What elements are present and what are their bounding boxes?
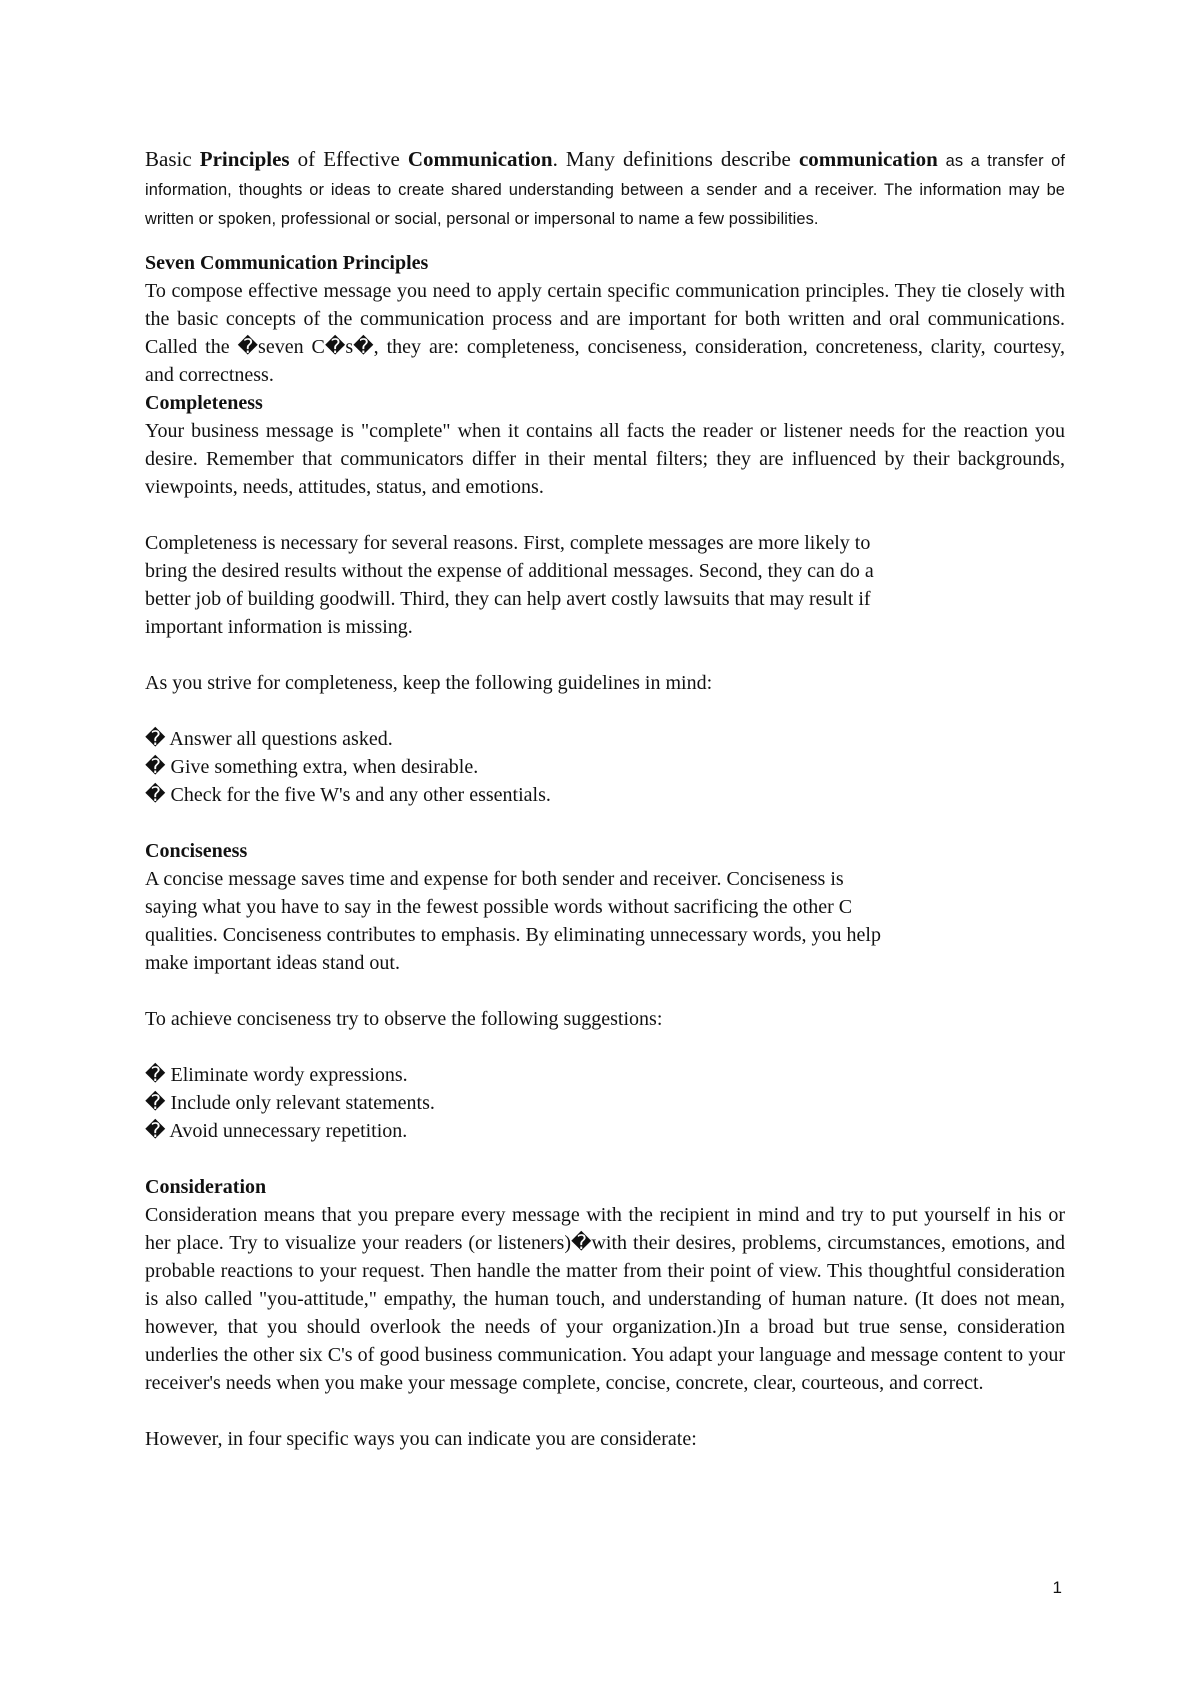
- intro-text-rest: as a transfer of information, thoughts or ideas to create shared understanding between a sender and a receiver. The information may be written or spoken, professional or social, personal or impersonal to name a few possibilities.: [145, 152, 1066, 228]
- list-item: � Check for the five W's and any other essentials.: [145, 784, 551, 806]
- completeness-paragraph-1: Your business message is "complete" when it contains all facts the reader or listener needs for the reaction you desire. Remember that communicators differ in their mental filters; they are influenced by their backgrounds, viewpoints, needs, attitudes, status, and emotions.: [145, 420, 1065, 498]
- intro-text-1: Basic: [145, 147, 200, 171]
- intro-bold-communication-2: communication: [798, 147, 938, 171]
- completeness-p2-line: better job of building goodwill. Third, they can help avert costly lawsuits that may result if: [145, 588, 871, 610]
- conciseness-p1-line: saying what you have to say in the fewest possible words without sacrificing the other C: [145, 896, 853, 918]
- heading-seven-principles: Seven Communication Principles: [145, 252, 429, 274]
- intro-text-2: of Effective: [289, 147, 408, 171]
- heading-completeness: Completeness: [145, 392, 263, 414]
- completeness-p2-line: important information is missing.: [145, 616, 413, 638]
- heading-consideration: Consideration: [145, 1176, 267, 1198]
- intro-bold-principles: Principles: [199, 147, 290, 171]
- conciseness-p1-line: make important ideas stand out.: [145, 952, 400, 974]
- consideration-paragraph-1: Consideration means that you prepare every message with the recipient in mind and try to put yourself in his or her place. Try to visualize your readers (or listeners)�with their desires, problems, circumstances, emotions, and probable reactions to your request. Then handle the matter from their point of view. This thoughtful consideration is also called "you-attitude," empathy, the human touch, and understanding of human nature. (It does not mean, however, that you should overlook the needs of your organization.)In a broad but true sense, consideration underlies the other six C's of good business communication. You adapt your language and message content to your receiver's needs when you make your message complete, concise, concrete, clear, courteous, and correct.: [145, 1204, 1065, 1394]
- completeness-guidelines-intro: As you strive for completeness, keep the following guidelines in mind:: [145, 672, 713, 694]
- conciseness-p1-line: A concise message saves time and expense for both sender and receiver. Conciseness is: [145, 868, 844, 890]
- completeness-paragraph-2: [145, 529, 1065, 641]
- seven-principles-paragraph: To compose effective message you need to apply certain specific communication principles. They tie closely with the basic concepts of the communication process and are important for both written and oral communications. Called the �seven C�s�, they are: completeness, conciseness, consideration, concreteness, clarity, courtesy, and correctness.: [145, 280, 1065, 386]
- conciseness-p1-line: qualities. Conciseness contributes to emphasis. By eliminating unnecessary words, you help: [145, 924, 881, 946]
- page-number: 1: [1052, 1578, 1062, 1597]
- completeness-p2-line: Completeness is necessary for several reasons. First, complete messages are more likely to: [145, 532, 871, 554]
- list-item: � Eliminate wordy expressions.: [145, 1064, 408, 1086]
- list-item: � Include only relevant statements.: [145, 1092, 435, 1114]
- list-item: � Answer all questions asked.: [145, 728, 393, 750]
- consideration-paragraph-2: However, in four specific ways you can indicate you are considerate:: [145, 1428, 697, 1450]
- list-item: � Avoid unnecessary repetition.: [145, 1120, 408, 1142]
- completeness-p2-line: bring the desired results without the expense of additional messages. Second, they can do a: [145, 560, 874, 582]
- document-body: [145, 145, 1065, 1453]
- conciseness-suggestions-intro: To achieve conciseness try to observe the following suggestions:: [145, 1008, 663, 1030]
- intro-text-3: . Many definitions describe: [552, 147, 799, 171]
- heading-conciseness: Conciseness: [145, 840, 248, 862]
- intro-bold-communication: Communication: [407, 147, 553, 171]
- list-item: � Give something extra, when desirable.: [145, 756, 479, 778]
- conciseness-paragraph-1: [145, 865, 1065, 977]
- intro-paragraph: [145, 145, 1065, 233]
